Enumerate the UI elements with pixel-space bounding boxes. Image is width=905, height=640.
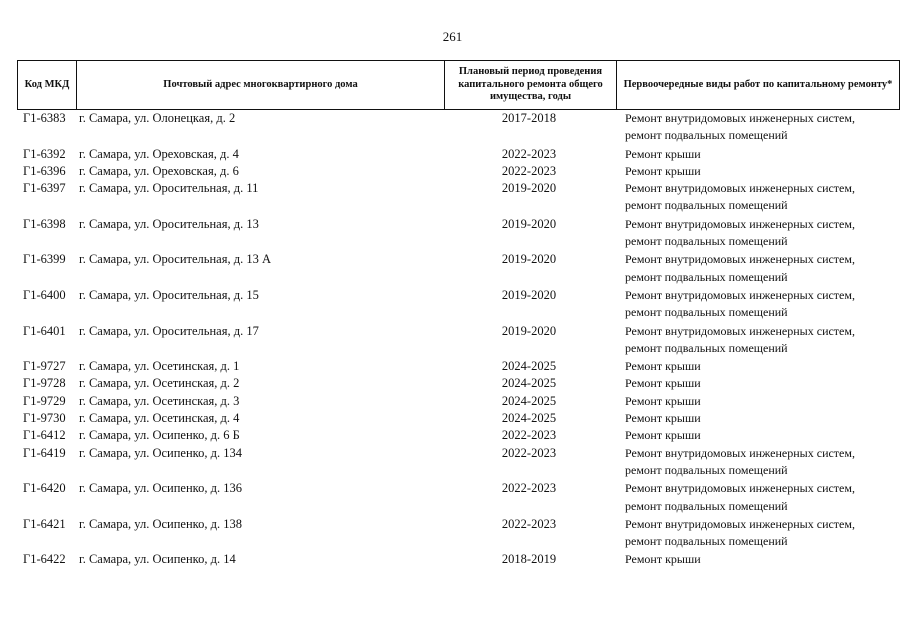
cell-code: Г1-9729 (23, 393, 66, 408)
table-row (17, 480, 900, 516)
header-period: Плановый период проведения капитального ремонта общего имущества, годы (444, 61, 616, 109)
table-row (17, 551, 900, 568)
cell-address: г. Самара, ул. Олонецкая, д. 2 (79, 111, 236, 125)
cell-code: Г1-6421 (23, 516, 66, 531)
cell-works (615, 445, 900, 481)
cell-works (615, 251, 900, 287)
works-line: ремонт подвальных помещений (625, 534, 788, 549)
cell-address: г. Самара, ул. Осипенко, д. 14 (79, 552, 236, 567)
table-row (17, 146, 900, 163)
table-row (17, 410, 900, 427)
cell-works (615, 323, 900, 359)
table-row (17, 393, 900, 410)
cell-address: г. Самара, ул. Ореховская, д. 6 (79, 163, 239, 178)
works-line: Ремонт крыши (625, 376, 701, 391)
cell-period: 2022-2023 (501, 481, 557, 496)
cell-period: 2022-2023 (501, 146, 557, 161)
cell-works (615, 427, 900, 444)
table-row (17, 216, 900, 252)
cell-works (615, 375, 900, 392)
cell-address: г. Самара, ул. Осипенко, д. 6 Б (79, 428, 240, 443)
cell-works (615, 216, 900, 252)
cell-works (615, 180, 900, 216)
cell-works (615, 516, 900, 552)
cell-period: 2022-2023 (501, 428, 557, 443)
works-line: Ремонт крыши (625, 428, 701, 443)
cell-period: 2024-2025 (501, 411, 557, 426)
cell-works (615, 146, 900, 163)
works-line: Ремонт крыши (625, 163, 701, 178)
cell-address: г. Самара, ул. Осипенко, д. 136 (79, 481, 242, 496)
table-row (17, 180, 900, 216)
cell-period: 2022-2023 (501, 516, 557, 531)
works-line: Ремонт внутридомовых инженерных систем, (625, 252, 855, 267)
cell-address: г. Самара, ул. Оросительная, д. 17 (79, 323, 259, 338)
cell-address: г. Самара, ул. Осетинская, д. 4 (79, 411, 240, 426)
works-line: ремонт подвальных помещений (625, 234, 788, 249)
cell-address: г. Самара, ул. Осипенко, д. 138 (79, 516, 242, 531)
cell-code: Г1-6419 (23, 445, 66, 460)
works-line: Ремонт крыши (625, 393, 701, 408)
cell-code: Г1-6398 (23, 216, 66, 231)
cell-address: г. Самара, ул. Оросительная, д. 11 (79, 181, 259, 196)
cell-code: Г1-6412 (23, 428, 66, 443)
cell-code: Г1-6420 (23, 481, 66, 496)
works-line: Ремонт внутридомовых инженерных систем, (625, 181, 855, 196)
cell-code: Г1-6422 (23, 552, 66, 567)
table-row (17, 427, 900, 444)
works-line: Ремонт крыши (625, 552, 701, 567)
works-line: ремонт подвальных помещений (625, 462, 788, 477)
cell-address: г. Самара, ул. Осетинская, д. 2 (79, 376, 240, 391)
cell-code: Г1-6383 (23, 111, 66, 125)
cell-period: 2024-2025 (501, 393, 557, 408)
cell-code: Г1-6392 (23, 146, 66, 161)
header-address: Почтовый адрес многоквартирного дома (76, 61, 444, 109)
cell-period: 2024-2025 (501, 359, 557, 374)
works-line: Ремонт внутридомовых инженерных систем, (625, 516, 855, 531)
table-row (17, 287, 900, 323)
cell-works (615, 287, 900, 323)
works-line: ремонт подвальных помещений (625, 198, 788, 213)
cell-code: Г1-6397 (23, 181, 66, 196)
cell-address: г. Самара, ул. Осетинская, д. 1 (79, 359, 240, 374)
cell-period: 2017-2018 (501, 111, 557, 125)
cell-period: 2019-2020 (501, 287, 557, 302)
table-row (17, 358, 900, 375)
cell-code: Г1-6400 (23, 287, 66, 302)
works-line: Ремонт внутридомовых инженерных систем, (625, 481, 855, 496)
header-works: Первоочередные виды работ по капитальному ремонту* (616, 61, 899, 109)
table-row (17, 163, 900, 180)
works-line: Ремонт внутридомовых инженерных систем, (625, 445, 855, 460)
table-row (17, 516, 900, 552)
cell-works (615, 358, 900, 375)
cell-works (615, 480, 900, 516)
cell-works (615, 410, 900, 427)
table-row (17, 445, 900, 481)
cell-works (615, 163, 900, 180)
cell-period: 2022-2023 (501, 163, 557, 178)
cell-period: 2019-2020 (501, 181, 557, 196)
works-line: ремонт подвальных помещений (625, 128, 788, 143)
table-row (17, 251, 900, 287)
cell-period: 2019-2020 (501, 252, 557, 267)
cell-period: 2024-2025 (501, 376, 557, 391)
table-body (17, 110, 900, 569)
page-number: 261 (442, 29, 463, 44)
cell-address: г. Самара, ул. Ореховская, д. 4 (79, 146, 239, 161)
works-line: Ремонт внутридомовых инженерных систем, (625, 287, 855, 302)
cell-address: г. Самара, ул. Оросительная, д. 13 А (79, 252, 271, 267)
cell-period: 2019-2020 (501, 323, 557, 338)
cell-address: г. Самара, ул. Оросительная, д. 15 (79, 287, 259, 302)
table-row (17, 110, 900, 146)
works-line: Ремонт крыши (625, 411, 701, 426)
table-header (17, 60, 900, 110)
cell-works (615, 551, 900, 568)
works-line: ремонт подвальных помещений (625, 498, 788, 513)
works-line: Ремонт внутридомовых инженерных систем, (625, 111, 855, 125)
cell-address: г. Самара, ул. Осипенко, д. 134 (79, 445, 242, 460)
cell-address: г. Самара, ул. Оросительная, д. 13 (79, 216, 259, 231)
cell-code: Г1-6399 (23, 252, 66, 267)
cell-period: 2018-2019 (501, 552, 557, 567)
works-line: ремонт подвальных помещений (625, 305, 788, 320)
cell-period: 2022-2023 (501, 445, 557, 460)
cell-code: Г1-6401 (23, 323, 66, 338)
header-code: Код МКД (24, 78, 70, 90)
cell-code: Г1-9730 (23, 411, 66, 426)
works-line: Ремонт внутридомовых инженерных систем, (625, 323, 855, 338)
cell-code: Г1-9727 (23, 359, 66, 374)
works-line: ремонт подвальных помещений (625, 269, 788, 284)
works-line: Ремонт крыши (625, 146, 701, 161)
works-line: ремонт подвальных помещений (625, 340, 788, 355)
table-row (17, 375, 900, 392)
cell-address: г. Самара, ул. Осетинская, д. 3 (79, 393, 240, 408)
table-row (17, 323, 900, 359)
works-line: Ремонт крыши (625, 359, 701, 374)
cell-code: Г1-9728 (23, 376, 66, 391)
works-line: Ремонт внутридомовых инженерных систем, (625, 216, 855, 231)
cell-works (615, 393, 900, 410)
cell-period: 2019-2020 (501, 216, 557, 231)
cell-code: Г1-6396 (23, 163, 66, 178)
cell-works (615, 110, 900, 146)
